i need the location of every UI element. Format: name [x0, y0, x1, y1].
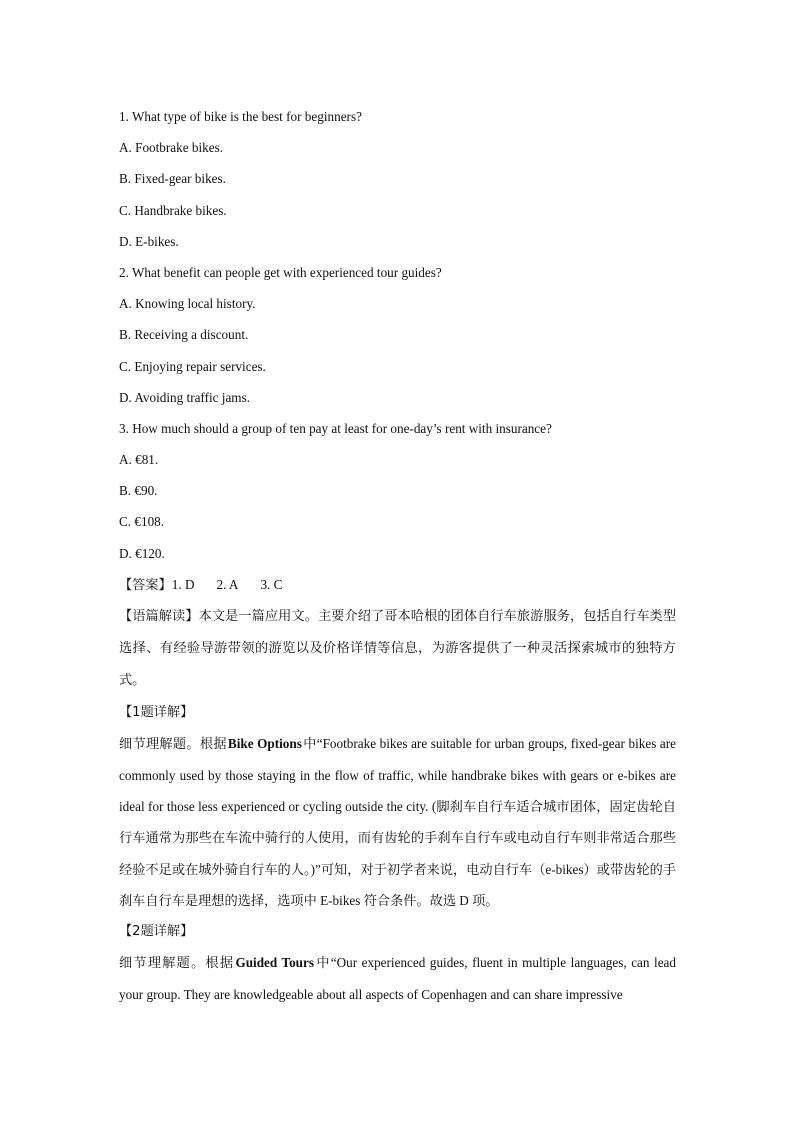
reading-text: 本文是一篇应用文。主要介绍了哥本哈根的团体自行车旅游服务，包括自行车类型选择、有经验导游带领的游览以及价格详情等信息，为游客提供了一种灵活探索城市的独特方式。: [119, 609, 677, 689]
question-3-option-c: C. €108.: [119, 514, 165, 530]
detail-1-section-name: Bike Options: [227, 735, 302, 751]
question-3-option-d: D. €120.: [119, 545, 165, 561]
question-1-option-d: D. E-bikes.: [119, 233, 179, 249]
document-content: [119, 101, 676, 1011]
answer-label: 【答案】: [119, 577, 172, 593]
question-3-stem: 3. How much should a group of ten pay at least for one-day’s rent with insurance?: [119, 420, 552, 436]
question-2-option-b: B. Receiving a discount.: [119, 327, 249, 343]
detail-2-intro: 细节理解题。根据: [119, 956, 235, 972]
detail-1-paragraph: [119, 728, 676, 916]
question-2-option-d: D. Avoiding traffic jams.: [119, 389, 250, 405]
question-3-option-a: A. €81.: [119, 452, 159, 468]
question-1-option-a: A. Footbrake bikes.: [119, 140, 224, 156]
question-1-option-c: C. Handbrake bikes.: [119, 202, 227, 218]
detail-2-heading: 【2题详解】: [119, 924, 194, 940]
question-1-option-b: B. Fixed-gear bikes.: [119, 171, 226, 187]
question-1-stem: 1. What type of bike is the best for beginners?: [119, 109, 362, 124]
detail-1-body: 中“Footbrake bikes are suitable for urban groups, fixed-gear bikes are commonly used by those staying in the flow of traffic, while handbrake bikes with gears or e-bikes are ideal for those less experienced or cycling outside the city. (脚刹车自行车适合城市团体，固定齿轮自行车通常为那些在车流中骑行的人使用，而有齿轮的手刹车自行车或电动自行车则非常适合那些经验不足或在城外骑自行车的人。)”可知，对于初学者来说，电动自行车（e-bikes）或带齿轮的手刹车自行车是理想的选择，选项中 E-bikes 符合条件。故选 D 项。: [119, 735, 677, 908]
question-2-option-a: A. Knowing local history.: [119, 296, 256, 312]
question-3-option-b: B. €90.: [119, 483, 158, 499]
question-2-option-c: C. Enjoying repair services.: [119, 358, 266, 374]
reading-explanation: [119, 600, 676, 697]
detail-2-body: 中“Our experienced guides, fluent in multiple languages, can lead your group. They are knowledgeable about all aspects of Copenhagen and can share impressive: [119, 955, 676, 1003]
reading-label: 【语篇解读】: [119, 609, 199, 624]
question-2-stem: 2. What benefit can people get with experienced tour guides?: [119, 264, 442, 280]
answer-line: [119, 569, 676, 600]
answer-item: 3. C: [260, 576, 283, 592]
answer-item: 2. A: [216, 576, 239, 592]
detail-1-intro: 细节理解题。根据: [119, 736, 227, 752]
answer-item: 1. D: [171, 576, 195, 592]
detail-1-heading: 【1题详解】: [119, 704, 194, 720]
detail-2-section-name: Guided Tours: [235, 955, 314, 971]
detail-2-paragraph: [119, 947, 676, 1010]
